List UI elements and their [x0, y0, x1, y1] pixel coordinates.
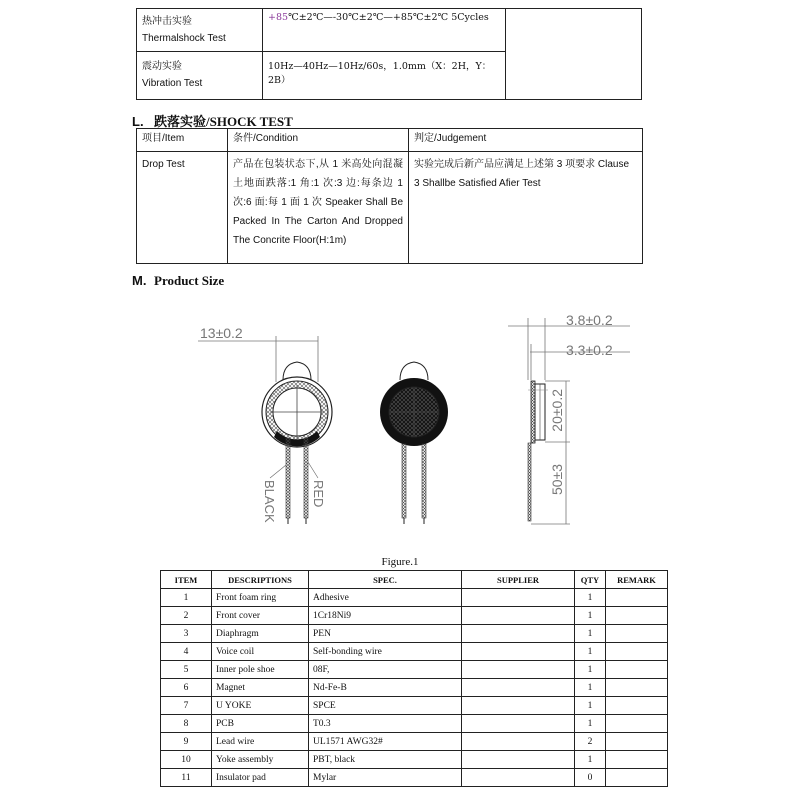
- condition-en: Speaker Shall Be Packed In The Carton And Dropped The Concrite Floor(H:1m): [233, 197, 404, 246]
- item-cell: 2: [161, 607, 212, 625]
- test-name-en: Thermalshock Test: [142, 33, 226, 44]
- black-wire-label: BLACK: [262, 480, 277, 523]
- table-header-row: [161, 571, 668, 589]
- spec-cell: Mylar: [309, 769, 462, 787]
- table-row: [161, 751, 668, 769]
- lead-length-dimension: 50±3: [549, 464, 565, 496]
- front-view: [198, 325, 332, 524]
- description-cell: Lead wire: [212, 733, 309, 751]
- column-header: SPEC.: [309, 571, 462, 589]
- spec-cell: PBT, black: [309, 751, 462, 769]
- supplier-cell: [462, 643, 575, 661]
- test-name-cn: 震动实验: [142, 61, 182, 72]
- item-cell: 11: [161, 769, 212, 787]
- test-name-cell: [137, 52, 263, 100]
- supplier-cell: [462, 751, 575, 769]
- remark-cell: [606, 769, 668, 787]
- remark-cell: [606, 751, 668, 769]
- body-thickness-dimension: 3.3±0.2: [566, 342, 613, 358]
- section-title: 跌落实验/SHOCK TEST: [154, 114, 293, 129]
- spec-cell: T0.3: [309, 715, 462, 733]
- shock-test-table: [136, 128, 643, 264]
- spec-cell: PEN: [309, 625, 462, 643]
- supplier-cell: [462, 679, 575, 697]
- remark-cell: [606, 697, 668, 715]
- remark-cell: [606, 607, 668, 625]
- table-row: [161, 769, 668, 787]
- item-cell: 7: [161, 697, 212, 715]
- table-row: [161, 679, 668, 697]
- section-heading-size: [132, 273, 224, 289]
- item-cell: 3: [161, 625, 212, 643]
- qty-cell: 1: [575, 715, 606, 733]
- table-row: [161, 625, 668, 643]
- bom-body: [161, 589, 668, 787]
- supplier-cell: [462, 733, 575, 751]
- qty-cell: 1: [575, 625, 606, 643]
- environment-test-table: [136, 8, 642, 100]
- remark-cell: [606, 733, 668, 751]
- spec-cell: 1Cr18Ni9: [309, 607, 462, 625]
- back-view: [380, 362, 448, 524]
- table-row: [161, 697, 668, 715]
- column-header: 条件/Condition: [228, 129, 409, 152]
- condition-prefix: +85: [268, 12, 289, 23]
- spec-cell: Adhesive: [309, 589, 462, 607]
- spec-cell: SPCE: [309, 697, 462, 715]
- remark-cell: [606, 643, 668, 661]
- column-header: 项目/Item: [137, 129, 228, 152]
- condition-cell: [228, 152, 409, 264]
- description-cell: Voice coil: [212, 643, 309, 661]
- judgement-cell: 实验完成后新产品应满足上述第 3 项要求 Clause 3 Shallbe Satisfied Afier Test: [409, 152, 643, 264]
- qty-cell: 1: [575, 679, 606, 697]
- red-wire-label: RED: [311, 480, 326, 508]
- description-cell: Inner pole shoe: [212, 661, 309, 679]
- supplier-cell: [462, 661, 575, 679]
- description-cell: U YOKE: [212, 697, 309, 715]
- remark-cell: [606, 625, 668, 643]
- qty-cell: 1: [575, 751, 606, 769]
- table-row: [137, 152, 643, 264]
- table-row: [161, 715, 668, 733]
- description-cell: PCB: [212, 715, 309, 733]
- spec-cell: 08F,: [309, 661, 462, 679]
- description-cell: Magnet: [212, 679, 309, 697]
- item-cell: 10: [161, 751, 212, 769]
- column-header: 判定/Judgement: [409, 129, 643, 152]
- test-condition-cell: [263, 52, 506, 100]
- side-view: [508, 312, 630, 524]
- column-header: ITEM: [161, 571, 212, 589]
- column-header: QTY: [575, 571, 606, 589]
- supplier-cell: [462, 697, 575, 715]
- description-cell: Yoke assembly: [212, 751, 309, 769]
- condition-text: ℃±2℃—-30℃±2℃—+85℃±2℃ 5Cycles: [288, 12, 489, 23]
- qty-cell: 1: [575, 589, 606, 607]
- item-cell: 8: [161, 715, 212, 733]
- column-header: REMARK: [606, 571, 668, 589]
- column-header: SUPPLIER: [462, 571, 575, 589]
- spec-cell: Nd-Fe-B: [309, 679, 462, 697]
- section-title: Product Size: [154, 273, 225, 288]
- table-row: [161, 607, 668, 625]
- qty-cell: 1: [575, 697, 606, 715]
- spec-cell: UL1571 AWG32#: [309, 733, 462, 751]
- supplier-cell: [462, 715, 575, 733]
- remark-cell: [606, 715, 668, 733]
- test-name-en: Vibration Test: [142, 78, 203, 89]
- description-cell: Front cover: [212, 607, 309, 625]
- supplier-cell: [462, 607, 575, 625]
- test-name-cn: 热冲击实验: [142, 16, 192, 27]
- test-condition-cell: [263, 9, 506, 52]
- qty-cell: 1: [575, 607, 606, 625]
- diameter-dimension: 13±0.2: [200, 325, 243, 341]
- description-cell: Diaphragm: [212, 625, 309, 643]
- table-row: [137, 9, 642, 52]
- spec-cell: Self-bonding wire: [309, 643, 462, 661]
- supplier-cell: [462, 769, 575, 787]
- table-row: [161, 661, 668, 679]
- section-letter: M.: [132, 273, 147, 288]
- item-cell: 9: [161, 733, 212, 751]
- table-row: [161, 733, 668, 751]
- remark-cell: [606, 589, 668, 607]
- remark-cell: [606, 679, 668, 697]
- item-cell: 5: [161, 661, 212, 679]
- test-name-cell: [137, 9, 263, 52]
- table-row: [161, 643, 668, 661]
- item-cell: 1: [161, 589, 212, 607]
- section-letter: L.: [132, 114, 144, 129]
- qty-cell: 0: [575, 769, 606, 787]
- description-cell: Insulator pad: [212, 769, 309, 787]
- total-thickness-dimension: 3.8±0.2: [566, 312, 613, 328]
- supplier-cell: [462, 589, 575, 607]
- figure-caption: Figure.1: [381, 556, 419, 568]
- supplier-cell: [462, 625, 575, 643]
- table-header-row: [137, 129, 643, 152]
- judgement-cell: [506, 9, 642, 100]
- item-cell: Drop Test: [137, 152, 228, 264]
- table-row: [161, 589, 668, 607]
- bom-table: [160, 570, 668, 787]
- qty-cell: 1: [575, 661, 606, 679]
- item-cell: 4: [161, 643, 212, 661]
- height-dimension: 20±0.2: [549, 389, 565, 432]
- condition-cn: 产品在包装状态下,从 1 米高处向混凝土地面跌落:1 角:1 次:3 边:每条边 1 次:6 面:每 1 面 1 次: [233, 159, 403, 208]
- product-size-drawing: [0, 300, 800, 550]
- condition-text: 10Hz—40Hz—10Hz/60s，1.0mm（X：2H，Y：2B）: [268, 61, 492, 86]
- column-header: DESCRIPTIONS: [212, 571, 309, 589]
- qty-cell: 2: [575, 733, 606, 751]
- description-cell: Front foam ring: [212, 589, 309, 607]
- item-cell: 6: [161, 679, 212, 697]
- remark-cell: [606, 661, 668, 679]
- qty-cell: 1: [575, 643, 606, 661]
